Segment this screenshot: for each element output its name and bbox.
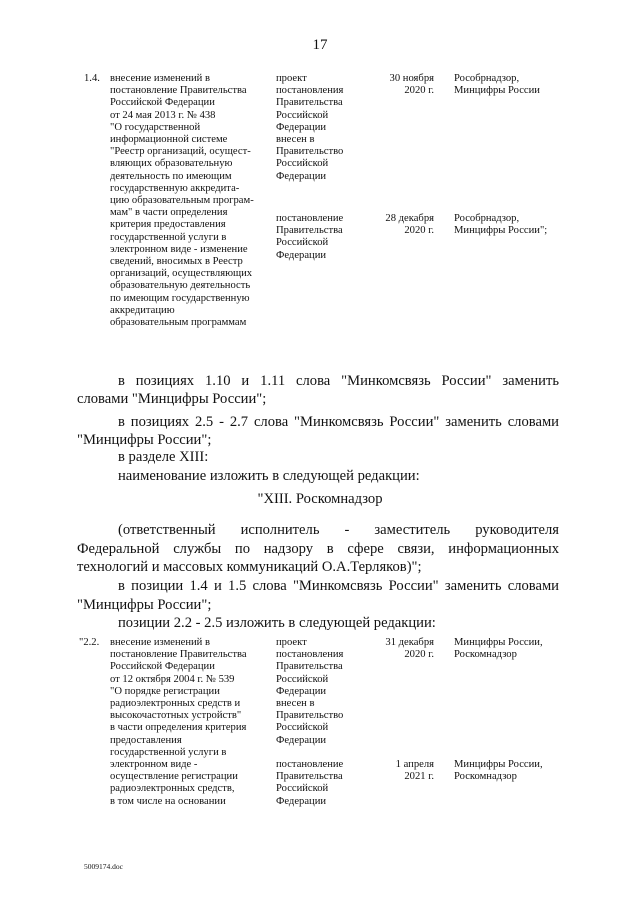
text-line: Минцифры России"; [454,225,548,237]
text-line: Правительство [276,146,344,158]
text-line: словами "Минцифры России"; [77,391,267,407]
text-line: критерия предоставления [110,219,226,231]
responsible-bodies [454,637,543,661]
paragraph [118,521,559,539]
paragraph [77,540,559,558]
text-line: Российской Федерации [110,661,215,673]
text-line: 28 декабря [385,213,434,224]
text-line: предоставления [110,734,182,746]
text-line: 30 ноября [389,73,434,84]
text-line: 2020 г. [404,649,434,661]
text-line: Правительства [276,771,343,783]
responsible-bodies [454,73,540,97]
text-line: "О государственной [110,121,201,133]
deadline [366,637,434,661]
text-line: в том числе на основании [110,795,226,807]
row-description [110,637,247,808]
text-line: Федерации [276,795,327,807]
section-title: "XIII. Роскомнадзор [257,491,383,507]
text-line: Федерации [276,121,327,133]
text-line: информационной системе [110,134,228,146]
text-line: постановления [276,649,344,661]
row-description [110,73,254,329]
text-line: электронном виде - [110,759,198,771]
paragraph [118,577,559,595]
text-line: постановление [276,213,344,224]
text-line: образовательным программам [110,317,247,329]
text-line: Правительства [276,97,343,109]
text-line: внесение изменений в [110,637,210,648]
text-line: государственной услуги в [110,231,227,243]
text-line: Федерации [276,734,327,746]
text-line: Российской [276,722,329,734]
text-line: в части определения критерия [110,722,247,734]
text-line: радиоэлектронных средств и [110,698,241,710]
text-line: Роскомнадзор [454,649,517,661]
responsible-bodies [454,213,547,237]
text-line: 2020 г. [404,85,434,97]
text-line: Правительства [276,661,343,673]
text-line: внесен в [276,698,315,710]
deadline [370,73,434,97]
text-line: вляющих образовательную [110,158,233,170]
text-line: осуществление регистрации [110,771,238,783]
text-line: Федерации [276,170,327,182]
text-line: постановления [276,85,344,97]
text-line: наименование изложить в следующей редакции: [118,468,420,484]
text-line: деятельность по имеющим [110,170,232,182]
text-line: Федерации [276,249,327,261]
paragraph [118,413,559,431]
row-number: "2.2. [79,637,100,648]
text-line: внесение изменений в [110,73,210,84]
text-line: Рособрнадзор, [454,73,520,84]
text-line: радиоэлектронных средств, [110,783,235,795]
text-line: организаций, осуществляющих [110,268,253,280]
text-line: Минцифры России, [454,759,543,770]
text-line: в позициях 2.5 - 2.7 слова "Минкомсвязь России" заменить словами [118,414,559,430]
text-line: Рособрнадзор, [454,213,520,224]
text-line: 2020 г. [404,225,434,237]
document-status [276,73,343,183]
text-line: 31 декабря [385,637,434,648]
text-line: Российской Федерации [110,97,215,109]
text-line: по имеющим государственную [110,292,250,304]
text-line: Российской [276,109,329,121]
text-line: внесен в [276,134,315,146]
text-line: "Реестр организаций, осущест- [110,146,251,158]
deadline [366,759,434,783]
text-line: Минцифры России [454,85,540,97]
text-line: 2021 г. [404,771,434,783]
text-line: Федеральной службы по надзору в сфере связи, информационных [77,541,559,557]
row-number: 1.4. [84,73,100,84]
text-line: государственную аккредита- [110,182,240,194]
text-line: Роскомнадзор [454,771,517,783]
document-status [276,213,343,262]
page-number: 17 [312,37,328,53]
footer-filename: 5009174.doc [84,862,123,871]
text-line: Российской [276,783,329,795]
text-line: Российской [276,673,329,685]
text-line: постановление [276,759,344,770]
text-line: технологий и массовых коммуникаций О.А.Терляков)"; [77,559,422,575]
text-line: высокочастотных устройств" [110,710,242,722]
text-line: в позиции 1.4 и 1.5 слова "Минкомсвязь России" заменить словами [118,578,559,594]
text-line: 1 апреля [395,759,434,770]
text-line: постановление Правительства [110,85,247,97]
text-line: электронном виде - изменение [110,243,248,255]
document-status [276,637,343,747]
text-line: цию образовательным програм- [110,195,254,207]
text-line: государственной услуги в [110,746,227,758]
document-status [276,759,343,808]
text-line: проект [276,73,307,84]
text-line: "О порядке регистрации [110,685,220,697]
responsible-bodies [454,759,543,783]
text-line: Федерации [276,685,327,697]
text-line: Российской [276,237,329,249]
text-line: проект [276,637,307,648]
paragraph [118,372,559,390]
text-line: Правительства [276,225,343,237]
text-line: в позициях 1.10 и 1.11 слова "Минкомсвязь России" заменить [118,373,559,389]
text-line: образовательную деятельность [110,280,251,292]
text-line: аккредитацию [110,304,175,316]
text-line: "Минцифры России"; [77,597,212,613]
text-line: мам" в части определения [110,207,228,219]
text-line: постановление Правительства [110,649,247,661]
text-line: Минцифры России, [454,637,543,648]
deadline [370,213,434,237]
text-line: от 12 октября 2004 г. № 539 [110,673,235,685]
text-line: от 24 мая 2013 г. № 438 [110,109,216,121]
text-line: в разделе XIII: [118,449,209,465]
text-line: сведений, вносимых в Реестр [110,256,243,268]
text-line: Правительство [276,710,344,722]
text-line: "Минцифры России"; [77,432,212,448]
text-line: позиции 2.2 - 2.5 изложить в следующей редакции: [118,615,436,631]
text-line: Российской [276,158,329,170]
text-line: (ответственный исполнитель - заместитель руководителя [118,522,559,538]
